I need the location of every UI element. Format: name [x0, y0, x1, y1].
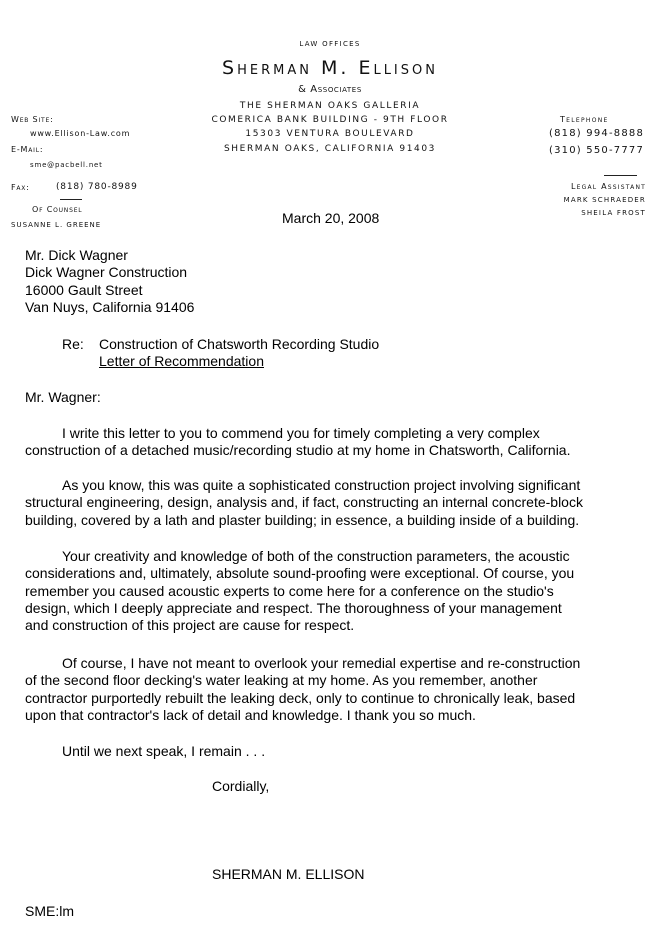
- paragraph-1-line: I write this letter to you to commend you for timely completing a very complex: [62, 425, 540, 441]
- telephone-value-1: (818) 994-8888: [549, 128, 645, 139]
- recipient-line-3: 16000 Gault Street: [25, 282, 143, 298]
- paragraph-3-line: design, which I deeply appreciate and respect. The thoroughness of your management: [25, 599, 562, 616]
- telephone-label: Telephone: [560, 115, 609, 124]
- address-line-2: COMERICA BANK BUILDING - 9TH FLOOR: [211, 115, 449, 125]
- closing-line: Until we next speak, I remain . . .: [62, 743, 266, 759]
- firm-associates: & Associates: [298, 84, 362, 95]
- recipient-line-2: Dick Wagner Construction: [25, 264, 188, 280]
- paragraph-2-line: structural engineering, design, analysis and, if fact, constructing an internal concrete-block: [25, 494, 583, 511]
- typist-initials: SME:lm: [25, 903, 74, 919]
- salutation: Mr. Wagner:: [25, 389, 101, 405]
- fax-label: Fax:: [11, 183, 30, 192]
- paragraph-3-line: and construction of this project are cause for respect.: [25, 617, 355, 634]
- re-subject: Construction of Chatsworth Recording Studio: [99, 336, 380, 352]
- email-label: E-Mail:: [11, 145, 44, 154]
- law-offices-heading: LAW OFFICES: [299, 40, 361, 48]
- valediction: Cordially,: [212, 778, 270, 794]
- address-line-1: THE SHERMAN OAKS GALLERIA: [239, 101, 421, 111]
- paragraph-2-line: As you know, this was quite a sophisticated construction project involving significant: [62, 477, 581, 493]
- legal-assistant-name-1: MARK SCHRAEDER: [563, 196, 646, 204]
- recipient-line-4: Van Nuys, California 91406: [25, 299, 195, 315]
- paragraph-2: [25, 477, 645, 529]
- re-label: Re:: [62, 336, 84, 352]
- signature-name: SHERMAN M. ELLISON: [212, 866, 365, 882]
- paragraph-4-line: upon that contractor's lack of detail and knowledge. I thank you so much.: [25, 706, 476, 723]
- paragraph-2-line: building, covered by a lath and plaster building; in essence, a building inside of a building.: [25, 511, 580, 528]
- paragraph-3: [25, 548, 645, 634]
- web-site-label: Web Site:: [11, 115, 54, 124]
- paragraph-4-line: Of course, I have not meant to overlook your remedial expertise and re-construction: [62, 655, 581, 671]
- paragraph-4-line: contractor purportedly rebuilt the leaking deck, only to continue to chronically leak, based: [25, 689, 576, 706]
- paragraph-4: [25, 655, 645, 724]
- legal-assistant-name-2: SHEILA FROST: [581, 209, 646, 217]
- paragraph-3-line: remember you caused acoustic experts to come here for a conference on the studio's: [25, 582, 554, 599]
- address-line-3: 15303 VENTURA BOULEVARD: [245, 129, 415, 139]
- legal-assistant-rule: [604, 175, 637, 176]
- paragraph-1-line: construction of a detached music/recording studio at my home in Chatsworth, California.: [25, 442, 571, 459]
- letter-date: March 20, 2008: [282, 210, 380, 226]
- address-line-4: SHERMAN OAKS, CALIFORNIA 91403: [223, 144, 436, 154]
- paragraph-3-line: considerations and, ultimately, absolute sound-proofing were exceptional. Of course, you: [25, 565, 575, 582]
- telephone-value-2: (310) 550-7777: [549, 145, 645, 156]
- paragraph-4-line: of the second floor decking's water leaking at my home. As you remember, another: [25, 672, 538, 689]
- of-counsel-rule: [60, 199, 82, 200]
- re-subtitle: Letter of Recommendation: [99, 353, 264, 369]
- of-counsel-label: Of Counsel: [32, 205, 83, 214]
- firm-name: Sherman M. Ellison: [222, 57, 438, 79]
- legal-assistant-label: Legal Assistant: [570, 182, 646, 191]
- fax-value: (818) 780-8989: [56, 182, 138, 192]
- web-site-value: www.Ellison-Law.com: [30, 129, 131, 138]
- email-value: sme@pacbell.net: [30, 161, 103, 169]
- recipient-line-1: Mr. Dick Wagner: [25, 247, 128, 263]
- of-counsel-name: SUSANNE L. GREENE: [11, 221, 102, 229]
- paragraph-3-line: Your creativity and knowledge of both of the construction parameters, the acoustic: [62, 548, 570, 564]
- paragraph-1: [25, 425, 645, 460]
